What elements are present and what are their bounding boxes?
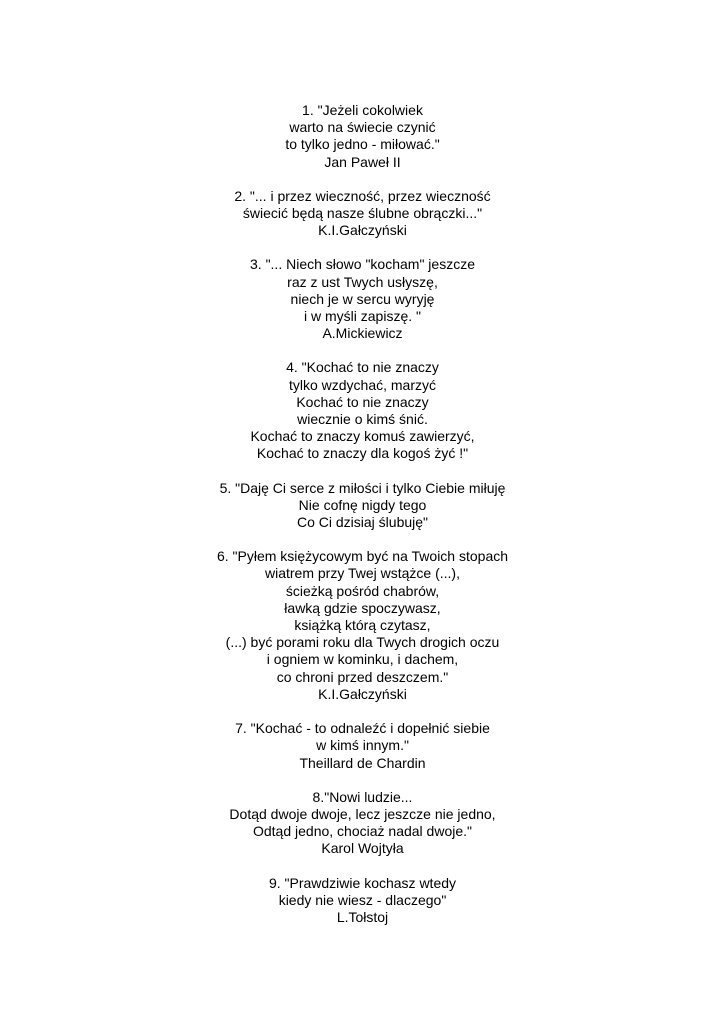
quote-line: raz z ust Twych usłyszę, <box>287 273 438 290</box>
quote-block-8 <box>0 789 725 858</box>
quote-line: warto na świecie czynić <box>289 119 436 136</box>
quote-line: 9. "Prawdziwie kochasz wtedy <box>268 874 457 891</box>
quote-line: 4. "Kochać to nie znaczy <box>286 359 439 376</box>
quote-block-7 <box>0 720 725 772</box>
quote-block-1 <box>0 102 725 171</box>
quote-line: 6. "Pyłem księżycowym być na Twoich stopach <box>216 548 509 565</box>
quote-block-3 <box>0 256 725 342</box>
quote-line: (...) być porami roku dla Twych drogich oczu <box>225 634 500 651</box>
quote-line: Co Ci dzisiaj ślubuję" <box>296 514 429 531</box>
quote-line: wiatrem przy Twej wstążce (...), <box>264 565 460 582</box>
quote-line: 7. "Kochać - to odnaleźć i dopełnić siebie <box>235 720 490 737</box>
quote-block-4 <box>0 359 725 462</box>
quote-block-2 <box>0 188 725 240</box>
quote-line: Odtąd jedno, chociaż nadal dwoje." <box>252 823 472 840</box>
quote-list <box>0 102 725 943</box>
quote-line: 2. "... i przez wieczność, przez wieczność <box>234 187 491 204</box>
quote-line: tylko wzdychać, marzyć <box>288 376 437 393</box>
quote-line: Kochać to znaczy dla kogoś żyć !" <box>256 445 469 462</box>
quote-line: w kimś innym." <box>316 737 409 754</box>
quote-line: Dotąd dwoje dwoje, lecz jeszcze nie jedno, <box>229 805 496 822</box>
quote-line: 8."Nowi ludzie... <box>312 788 413 805</box>
quote-line: niech je w sercu wyryję <box>290 290 435 307</box>
quote-line: co chroni przed deszczem." <box>276 668 449 685</box>
quote-author: Karol Wojtyła <box>321 840 404 857</box>
quote-author: L.Tołstoj <box>336 908 389 925</box>
quote-line: Kochać to nie znaczy <box>296 393 429 410</box>
quote-line: i w myśli zapiszę. " <box>304 308 421 325</box>
quote-author: Jan Paweł II <box>324 153 401 170</box>
quote-line: Nie cofnę nigdy tego <box>298 496 427 513</box>
quote-block-9 <box>0 875 725 927</box>
quote-author: K.I.Gałczyński <box>318 685 407 702</box>
quote-author: A.Mickiewicz <box>322 325 403 342</box>
quote-block-6 <box>0 548 725 703</box>
quote-line: książką którą czytasz, <box>294 617 431 634</box>
quote-line: 1. "Jeżeli cokolwiek <box>302 102 423 118</box>
quote-line: 3. "... Niech słowo "kocham" jeszcze <box>250 256 475 273</box>
quote-line: wiecznie o kimś śnić. <box>297 411 428 428</box>
quote-block-5 <box>0 480 725 532</box>
quote-line: ścieżką pośród chabrów, <box>285 582 440 599</box>
quote-line: ławką gdzie spoczywasz, <box>284 599 441 616</box>
quote-line: Kochać to znaczy komuś zawierzyć, <box>250 428 475 445</box>
quote-author: K.I.Gałczyński <box>318 222 407 239</box>
quote-line: kiedy nie wiesz - dlaczego" <box>278 891 447 908</box>
quote-line: świecić będą nasze ślubne obrączki..." <box>242 205 483 222</box>
quote-line: i ogniem w kominku, i dachem, <box>266 651 459 668</box>
quote-line: 5. "Daję Ci serce z miłości i tylko Ciebie miłuję <box>219 479 506 496</box>
quote-line: to tylko jedno - miłować." <box>285 136 440 153</box>
quote-author: Theillard de Chardin <box>299 754 426 771</box>
